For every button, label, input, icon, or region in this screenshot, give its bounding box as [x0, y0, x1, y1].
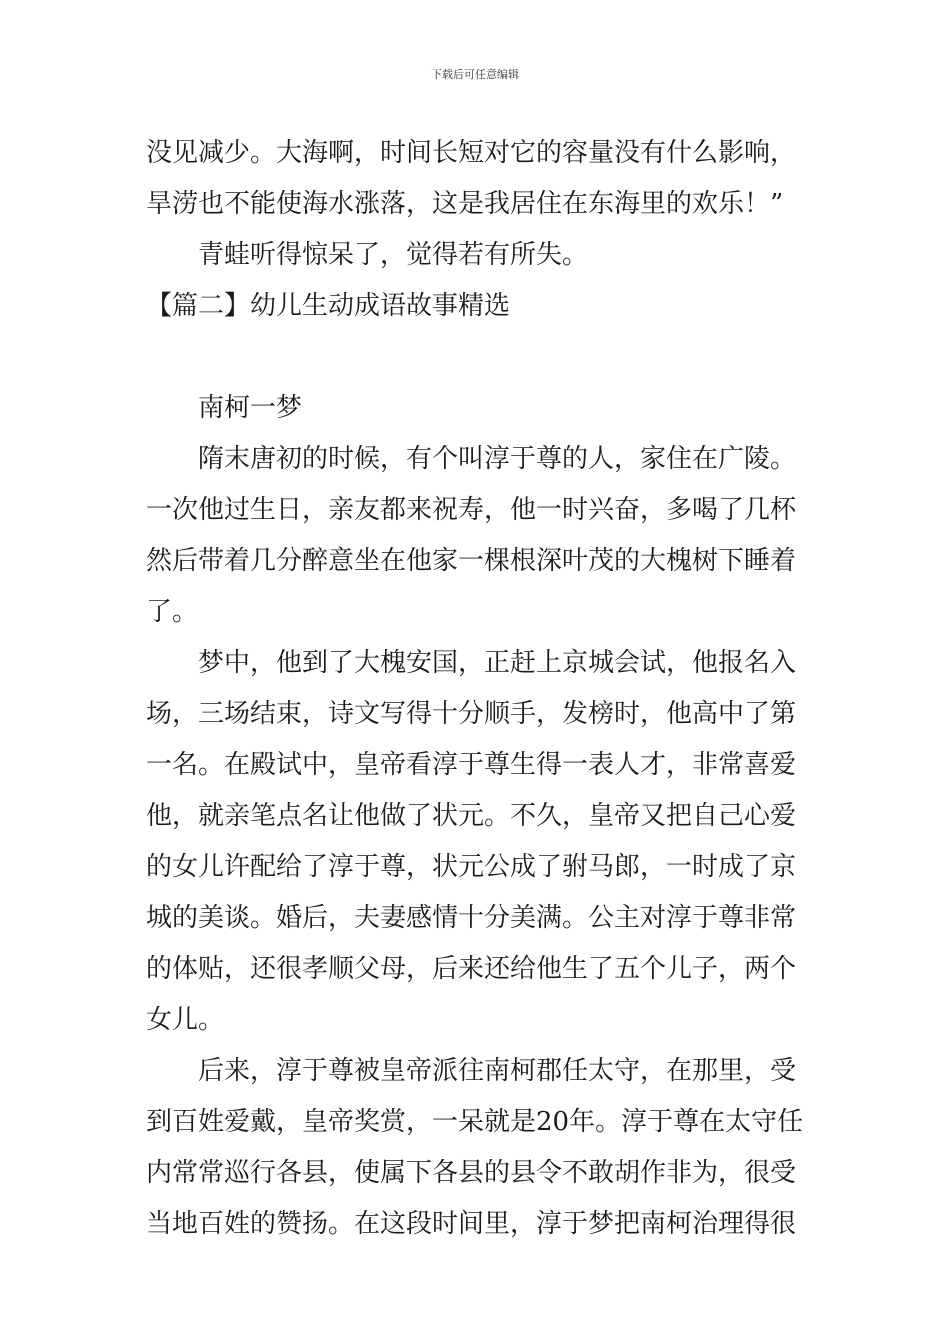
paragraph-line: 隋末唐初的时候，有个叫淳于尊的人，家住在广陵。 [198, 444, 797, 474]
paragraph-line: 的体贴，还很孝顺父母，后来还给他生了五个儿子，两个 [146, 954, 797, 984]
paragraph-line: 当地百姓的赞扬。在这段时间里，淳于梦把南柯治理得很 [146, 1209, 797, 1239]
story-title: 南柯一梦 [198, 393, 303, 423]
page-header-note: 下载后可任意编辑 [431, 68, 519, 81]
paragraph-line: 后来，淳于尊被皇帝派往南柯郡任太守，在那里，受 [198, 1056, 797, 1086]
paragraph-line: 女儿。 [146, 1005, 225, 1035]
paragraph-line: 青蛙听得惊呆了，觉得若有所失。 [198, 240, 589, 270]
paragraph-line: 了。 [146, 597, 199, 627]
paragraph-line: 没见减少。大海啊，时间长短对它的容量没有什么影响， [146, 138, 797, 168]
paragraph-line: 然后带着几分醉意坐在他家一棵根深叶茂的大槐树下睡着 [146, 546, 797, 576]
paragraph-line: 一名。在殿试中，皇帝看淳于尊生得一表人才，非常喜爱 [146, 750, 797, 780]
document-body [146, 128, 806, 1250]
paragraph-line: 城的美谈。婚后，夫妻感情十分美满。公主对淳于尊非常 [146, 903, 797, 933]
paragraph-line: 内常常巡行各县，使属下各县的县令不敢胡作非为，很受 [146, 1158, 797, 1188]
section-title: 【篇二】幼儿生动成语故事精选 [146, 291, 511, 321]
paragraph-line: 他，就亲笔点名让他做了状元。不久，皇帝又把自己心爱 [146, 801, 797, 831]
paragraph-line: 场，三场结束，诗文写得十分顺手，发榜时，他高中了第 [146, 699, 797, 729]
paragraph-line: 一次他过生日，亲友都来祝寿，他一时兴奋，多喝了几杯 [146, 495, 797, 525]
blank-line [146, 332, 806, 383]
paragraph-line: 的女儿许配给了淳于尊，状元公成了驸马郎，一时成了京 [146, 852, 797, 882]
paragraph-line: 旱涝也不能使海水涨落，这是我居住在东海里的欢乐！” [146, 189, 784, 219]
paragraph-line: 到百姓爱戴，皇帝奖赏，一呆就是20年。淳于尊在太守任 [146, 1107, 804, 1137]
paragraph-line: 梦中，他到了大槐安国，正赶上京城会试，他报名入 [198, 648, 797, 678]
